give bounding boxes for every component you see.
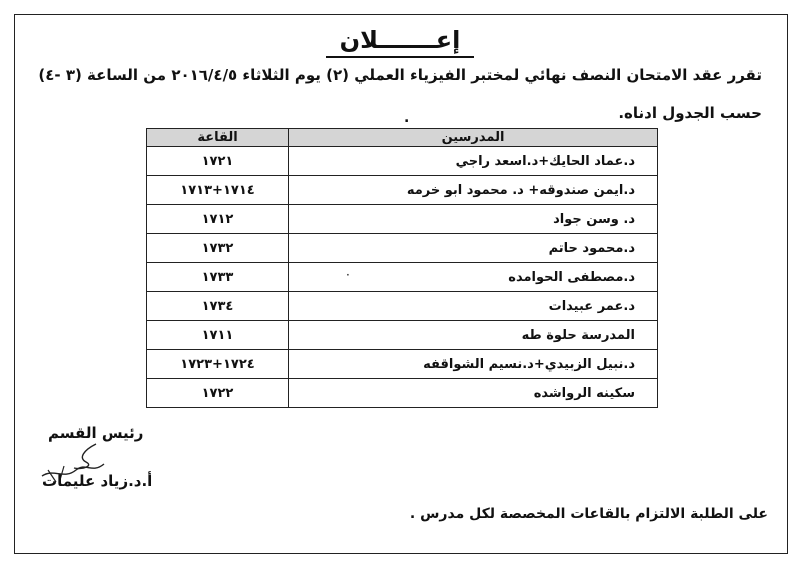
table-row [147,379,658,408]
teacher-cell: د. وسن جواد [289,205,658,234]
room-cell: ١٧٢٢ [147,379,289,408]
intro-line-2: حسب الجدول ادناه. [618,104,762,122]
teacher-cell: المدرسة حلوة طه [289,321,658,350]
notice-title-text: إعـــــــلان [326,26,475,58]
room-cell: ١٧٣٢ [147,234,289,263]
room-cell: ١٧١٢ [147,205,289,234]
room-cell: ١٧٢١ [147,147,289,176]
header-teachers: المدرسين [289,129,658,147]
teacher-cell: د.عمر عبيدات [289,292,658,321]
signature-name: أ.د.زياد عليمات [42,472,153,490]
schedule-table [146,128,658,408]
table-row [147,350,658,379]
table-row [147,263,658,292]
teacher-cell: د.عماد الحايك+د.اسعد راجي [289,147,658,176]
teacher-cell: د.ايمن صندوقه+ د. محمود ابو خرمه [289,176,658,205]
header-room: القاعة [147,129,289,147]
room-cell: ١٧٣٤ [147,292,289,321]
footer-note: على الطلبة الالتزام بالقاعات المخصصة لكل مدرس . [409,506,768,522]
table-row [147,147,658,176]
table-row [147,234,658,263]
table-row [147,176,658,205]
room-cell: ١٧٣٣ [147,263,289,292]
table-header-row [147,129,658,147]
notice-title [0,26,800,58]
room-cell: ١٧٢٤+١٧٢٣ [147,350,289,379]
table-row [147,321,658,350]
room-cell: ١٧١٤+١٧١٣ [147,176,289,205]
teacher-cell: د.نبيل الزبيدي+د.نسيم الشواقفه [289,350,658,379]
teacher-cell: سكينه الرواشده [289,379,658,408]
table-row [147,205,658,234]
intro-line-1: تقرر عقد الامتحان النصف نهائي لمختبر الفيزياء العملي (٢) يوم الثلاثاء ٢٠١٦/٤/٥ من الساعة (٣ -٤) [38,66,762,84]
signature-title: رئيس القسم [48,424,144,442]
teacher-cell: د.محمود حاتم [289,234,658,263]
room-cell: ١٧١١ [147,321,289,350]
teacher-cell: د.مصطفى الحوامده [289,263,658,292]
table-row [147,292,658,321]
stray-dot: . [404,110,410,126]
stray-dot: · [346,268,350,282]
